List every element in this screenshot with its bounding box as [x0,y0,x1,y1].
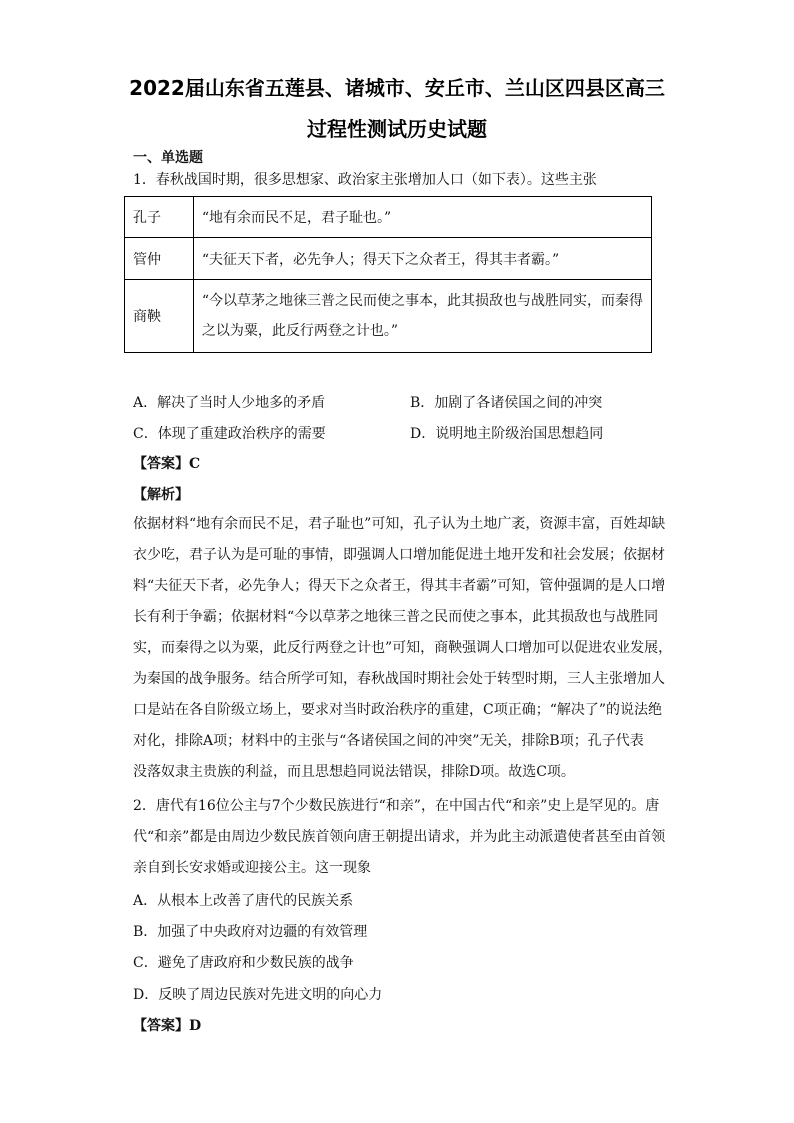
analysis-line: 料“夫征天下者，必先争人；得天下之众者王，得其丰者霸”可知，管仲强调的是人口增 [133,578,666,594]
q1-answer: 【答案】C [133,456,201,472]
q1-analysis-label: 【解析】 [133,487,189,503]
q1-material-table [124,196,652,353]
analysis-line: 实，而秦得之以为粟，此反行两登之计也”可知，商鞅强调人口增加可以促进农业发展， [133,640,673,656]
section-heading: 一、单选题 [133,150,203,166]
q2-stem-line: 2．唐代有16位公主与7个少数民族进行“和亲”，在中国古代“和亲”史上是罕见的。唐 [133,798,660,814]
table-cell-person: 商鞅 [125,280,194,353]
table-cell-quote [193,280,651,353]
analysis-line: 依据材料“地有余而民不足，君子耻也”可知，孔子认为土地广袤，资源丰富，百姓却缺 [133,516,666,532]
analysis-line: 对化，排除A项；材料中的主张与“各诸侯国之间的冲突”无关，排除B项；孔子代表 [133,733,644,749]
q2-stem-line: 亲自到长安求婚或迎接公主。这一现象 [133,860,371,876]
table-cell-person: 孔子 [125,197,194,238]
analysis-line: 衣少吃，君子认为是可耻的事情，即强调人口增加能促进土地开发和社会发展；依据材 [133,547,665,563]
exam-title-line1: 2022届山东省五莲县、诸城市、安丘市、兰山区四县区高三 [129,76,665,100]
q2-option-d: D．反映了周边民族对先进文明的向心力 [133,987,383,1003]
q2-answer: 【答案】D [133,1018,202,1034]
q1-option-d: D．说明地主阶级治国思想趋同 [410,426,604,442]
q2-option-b: B．加强了中央政府对边疆的有效管理 [133,924,368,940]
table-row [125,238,652,280]
table-row [125,280,652,353]
q1-option-c: C．体现了重建政治秩序的需要 [133,426,326,442]
table-cell-person: 管仲 [125,238,194,280]
table-cell-quote: “地有余而民不足，君子耻也。” [193,197,651,238]
analysis-line: 没落奴隶主贵族的利益，而且思想趋同说法错误，排除D项。故选C项。 [133,764,575,780]
q2-stem-line: 代“和亲”都是由周边少数民族首领向唐王朝提出请求，并为此主动派遣使者甚至由首领 [133,829,666,845]
q2-option-c: C．避免了唐政府和少数民族的战争 [133,955,354,971]
q2-option-a: A．从根本上改善了唐代的民族关系 [133,893,354,909]
quote-line: 之以为粟，此反行两登之计也。” [201,323,399,339]
analysis-line: 口是站在各自阶级立场上，要求对当时政治秩序的重建，C项正确；“解决了”的说法绝 [133,702,663,718]
analysis-line: 为秦国的战争服务。结合所学可知，春秋战国时期社会处于转型时期，三人主张增加人 [133,671,665,687]
table-cell-quote: “夫征天下者，必先争人；得天下之众者王，得其丰者霸。” [193,238,651,280]
quote-line: “今以草茅之地徕三普之民而使之事本，此其损敌也与战胜同实，而秦得 [201,293,643,309]
table-row [125,197,652,238]
q1-stem: 1．春秋战国时期，很多思想家、政治家主张增加人口（如下表）。这些主张 [133,172,597,188]
analysis-line: 长有利于争霸；依据材料“今以草茅之地徕三普之民而使之事本，此其损敌也与战胜同 [133,609,659,625]
q1-option-b: B．加剧了各诸侯国之间的冲突 [410,395,603,411]
q1-option-a: A．解决了当时人少地多的矛盾 [133,395,326,411]
exam-title-line2: 过程性测试历史试题 [307,117,487,141]
